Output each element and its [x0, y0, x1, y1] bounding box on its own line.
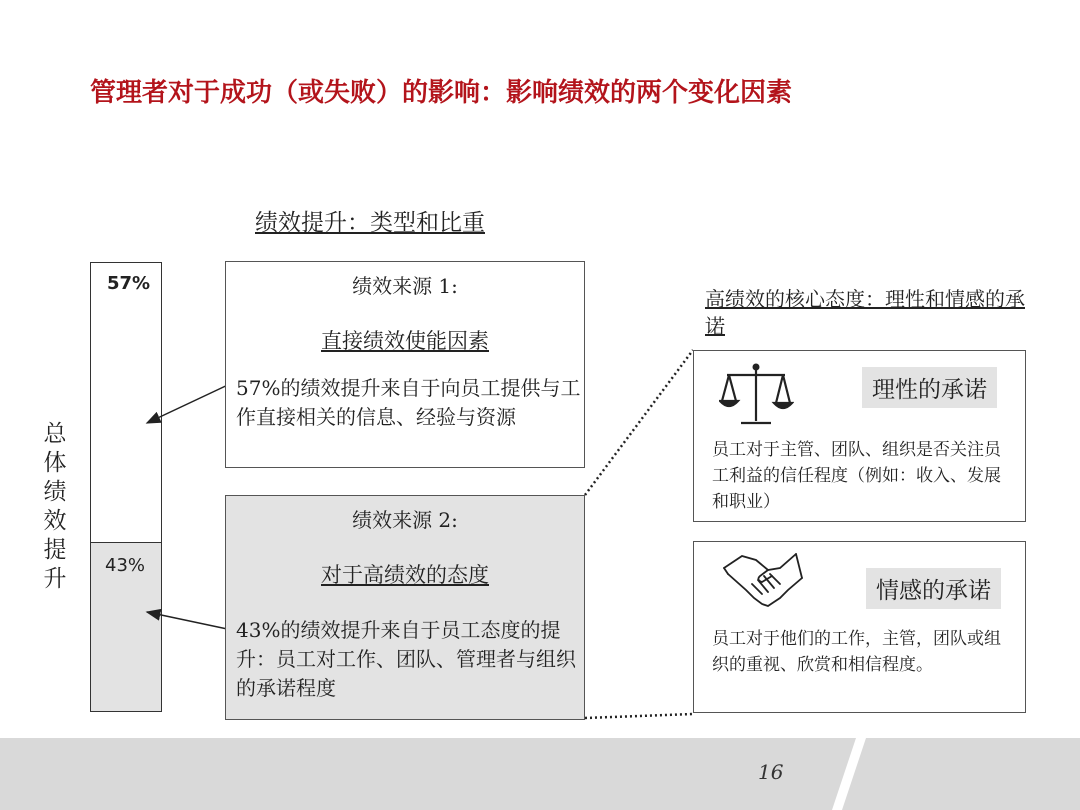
emotional-commitment-body: 员工对于他们的工作，主管，团队或组织的重视、欣赏和相信程度。: [712, 629, 1001, 675]
rational-commitment-card: [693, 350, 1026, 522]
source2-body: 43%的绩效提升来自于员工态度的提升：员工对工作、团队、管理者与组织的承诺程度: [236, 618, 576, 700]
bar-bottom-percent: 43%: [105, 555, 146, 576]
dotted-link-bottom: [585, 714, 693, 718]
page-number: 16: [758, 760, 784, 784]
source2-heading: 绩效来源 2:: [352, 508, 458, 532]
handshake-icon: [722, 544, 807, 614]
source1-body: 57%的绩效提升来自于向员工提供与工作直接相关的信息、经验与资源: [236, 376, 581, 429]
footer-slash-divider: [820, 738, 880, 810]
page-title: 管理者对于成功（或失败）的影响：影响绩效的两个变化因素: [90, 78, 793, 108]
rational-commitment-body: 员工对于主管、团队、组织是否关注员工利益的信任程度（例如：收入、发展和职业）: [712, 440, 1001, 512]
footer-band: [0, 738, 1080, 810]
core-attitude-title: 高绩效的核心态度：理性和情感的承诺: [705, 287, 1025, 338]
arrow-source1: [147, 383, 232, 423]
source1-heading: 绩效来源 1:: [352, 274, 458, 298]
emotional-commitment-card: [693, 541, 1026, 713]
source2-subheading: 对于高绩效的态度: [321, 563, 489, 587]
source2-box: [225, 495, 585, 720]
scales-icon: [719, 361, 794, 429]
arrow-source2: [147, 612, 232, 630]
bar-axis-label: 总体绩效提升: [43, 421, 67, 592]
dotted-link-top: [585, 350, 693, 495]
section-subtitle: 绩效提升：类型和比重: [255, 210, 485, 236]
emotional-commitment-tag: 情感的承诺: [866, 568, 1001, 609]
source1-box: [225, 261, 585, 468]
bar-top-percent: 57%: [107, 273, 151, 294]
source1-subheading: 直接绩效使能因素: [321, 329, 489, 353]
rational-commitment-tag: 理性的承诺: [862, 367, 997, 408]
